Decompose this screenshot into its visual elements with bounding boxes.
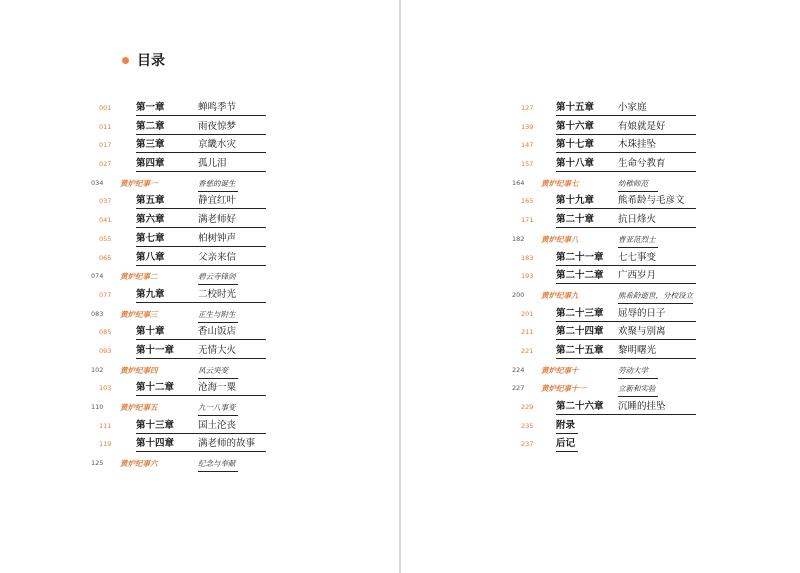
chapter-title: 孤儿泪 [198, 158, 227, 170]
toc-entry[interactable] [0, 250, 399, 269]
page-number: 119 [99, 440, 112, 449]
chronicle-title: 熊希龄逝世，分校设立 [618, 290, 693, 300]
page-number: 125 [91, 459, 104, 468]
toc-entry[interactable] [0, 380, 399, 399]
toc-list-left [0, 100, 399, 474]
toc-entry[interactable] [0, 156, 399, 175]
toc-chronicle-entry[interactable] [401, 287, 800, 306]
page-number: 211 [521, 328, 534, 337]
chapter-label: 第二十二章 [556, 270, 604, 282]
page-number: 139 [521, 122, 534, 131]
chapter-title: 广西岁月 [618, 270, 657, 282]
entry-underline [556, 152, 696, 153]
chapter-title: 沧海一粟 [198, 382, 237, 394]
entry-underline [198, 322, 238, 323]
toc-entry[interactable] [401, 268, 800, 287]
chapter-title: 七七事变 [618, 251, 657, 263]
entry-underline [556, 265, 696, 266]
chapter-label: 第十五章 [556, 102, 595, 113]
chapter-label: 第十六章 [556, 120, 595, 132]
chapter-title: 国土沦丧 [198, 419, 237, 431]
chapter-label: 第十一章 [136, 344, 175, 356]
right-page [401, 0, 800, 573]
page-number: 065 [99, 253, 112, 262]
entry-underline [556, 283, 696, 284]
chronicle-title: 正生与附生 [198, 309, 236, 319]
page-number: 011 [99, 122, 112, 131]
page-number: 034 [91, 178, 104, 187]
toc-list-right [401, 100, 800, 455]
toc-entry[interactable] [401, 436, 800, 455]
entry-underline [556, 358, 696, 359]
page-number: 171 [521, 216, 534, 225]
toc-chronicle-entry[interactable] [401, 231, 800, 250]
page-number: 041 [99, 216, 112, 225]
chapter-label: 第二十六章 [556, 401, 604, 412]
chapter-label: 第十章 [136, 326, 165, 338]
chapter-label: 第二十一章 [556, 251, 604, 263]
chronicle-label: 黄炉纪事三 [120, 309, 158, 319]
entry-underline [618, 247, 658, 248]
page-number: 077 [99, 290, 112, 299]
toc-heading [122, 50, 165, 70]
page-number: 085 [99, 328, 112, 337]
entry-underline [198, 471, 238, 472]
toc-entry[interactable] [0, 436, 399, 455]
chapter-title: 父亲来信 [198, 251, 237, 263]
toc-chronicle-entry[interactable] [0, 175, 399, 194]
toc-entry[interactable] [0, 193, 399, 212]
entry-underline [198, 191, 238, 192]
chronicle-label: 黄炉纪事九 [541, 290, 579, 300]
chronicle-label: 黄炉纪事一 [120, 178, 158, 188]
entry-underline [136, 171, 266, 172]
page-number: 157 [521, 160, 534, 169]
chronicle-title: 九一八事变 [198, 403, 236, 412]
page-number: 165 [521, 197, 534, 206]
entry-underline [618, 303, 693, 304]
chronicle-title: 香慈的诞生 [198, 178, 236, 188]
toc-entry[interactable] [0, 418, 399, 437]
chapter-label: 第五章 [136, 195, 165, 207]
entry-underline [198, 378, 238, 379]
toc-entry[interactable] [401, 100, 800, 119]
chapter-title: 小家庭 [618, 102, 647, 113]
chapter-label: 第十四章 [136, 438, 175, 450]
chapter-label: 第二十章 [556, 214, 595, 226]
page-number: 110 [91, 403, 104, 411]
chapter-label: 第三章 [136, 139, 165, 151]
chapter-title: 雨夜惊梦 [198, 120, 237, 132]
chapter-title: 有娘就是好 [618, 120, 666, 132]
chapter-label: 第二十三章 [556, 307, 604, 319]
page-number: 229 [521, 403, 534, 411]
chapter-title: 柏树钟声 [198, 232, 237, 244]
chronicle-label: 黄炉纪事二 [120, 272, 158, 282]
toc-chronicle-entry[interactable] [401, 362, 800, 381]
toc-chronicle-entry[interactable] [401, 380, 800, 399]
entry-underline [136, 208, 266, 209]
toc-entry[interactable] [401, 250, 800, 269]
entry-underline [136, 433, 266, 434]
chronicle-title: 纪念与奉献 [198, 459, 236, 469]
chapter-label: 第十三章 [136, 419, 175, 431]
toc-entry[interactable] [401, 137, 800, 156]
toc-chronicle-entry[interactable] [401, 175, 800, 194]
page-number: 237 [521, 440, 534, 449]
entry-underline [198, 284, 238, 285]
page-number: 103 [99, 384, 112, 393]
entry-underline [136, 227, 266, 228]
chapter-label: 第二十四章 [556, 326, 604, 338]
page-number: 183 [521, 253, 534, 262]
toc-entry[interactable] [0, 343, 399, 362]
chapter-label: 第十九章 [556, 195, 595, 207]
chapter-label: 第二十五章 [556, 344, 604, 356]
page-number: 074 [91, 272, 104, 281]
toc-entry[interactable] [401, 156, 800, 175]
toc-entry[interactable] [401, 418, 800, 437]
toc-entry[interactable] [0, 287, 399, 306]
page-number: 235 [521, 421, 534, 430]
page-number: 037 [99, 197, 112, 206]
page-number: 083 [91, 309, 104, 318]
chronicle-title: 风云突变 [198, 365, 228, 375]
entry-underline [556, 339, 696, 340]
chapter-label: 第八章 [136, 251, 165, 263]
entry-underline [136, 152, 266, 153]
chapter-label: 第七章 [136, 232, 165, 244]
chronicle-label: 黄炉纪事五 [120, 403, 158, 412]
chronicle-title: 碧云寺锋剑 [198, 272, 236, 282]
chapter-title: 欢聚与别离 [618, 326, 666, 338]
chronicle-title: 立新和实验 [618, 384, 656, 394]
page-number: 221 [521, 346, 534, 355]
chapter-title: 蝉鸣季节 [198, 102, 237, 113]
toc-chronicle-entry[interactable] [0, 306, 399, 325]
chapter-title: 木珠挂坠 [618, 139, 657, 151]
entry-underline [556, 414, 696, 415]
chapter-title: 抗日烽火 [618, 214, 657, 226]
page-number: 017 [99, 141, 112, 150]
chronicle-label: 黄炉纪事四 [120, 365, 158, 375]
toc-entry[interactable] [401, 119, 800, 138]
entry-underline [556, 208, 696, 209]
chapter-title: 屈辱的日子 [618, 307, 666, 319]
page-number: 182 [512, 234, 525, 243]
chapter-title: 熊希龄与毛彦文 [618, 195, 685, 207]
toc-entry[interactable] [401, 212, 800, 231]
entry-underline [618, 396, 658, 397]
toc-chronicle-entry[interactable] [0, 362, 399, 381]
entry-underline [618, 191, 658, 192]
entry-underline [136, 451, 266, 452]
page-number: 164 [512, 178, 525, 187]
page-number: 227 [512, 384, 525, 393]
page-number: 193 [521, 272, 534, 281]
chronicle-title: 幼稚师范 [618, 178, 648, 188]
toc-entry[interactable] [0, 212, 399, 231]
left-page [0, 0, 399, 573]
toc-entry[interactable] [0, 324, 399, 343]
entry-underline [136, 302, 266, 303]
page-number: 127 [521, 104, 534, 112]
toc-chronicle-entry[interactable] [0, 268, 399, 287]
toc-chronicle-entry[interactable] [0, 399, 399, 418]
chapter-label: 后记 [556, 438, 576, 450]
entry-underline [556, 321, 696, 322]
chapter-title: 京畿水灾 [198, 139, 237, 151]
page-number: 027 [99, 160, 112, 169]
page-title: 目录 [137, 53, 165, 69]
entry-underline [136, 134, 266, 135]
page-number: 111 [99, 421, 112, 430]
chapter-label: 第二章 [136, 120, 165, 132]
chapter-label: 第九章 [136, 288, 165, 300]
entry-underline [136, 115, 266, 116]
chronicle-label: 黄炉纪事六 [120, 459, 158, 469]
chronicle-title: 劳动大学 [618, 365, 648, 375]
toc-chronicle-entry[interactable] [0, 455, 399, 474]
chapter-title: 满老师好 [198, 214, 237, 226]
entry-underline [136, 246, 266, 247]
chapter-title: 满老师的故事 [198, 438, 256, 450]
entry-underline [556, 134, 696, 135]
entry-underline [136, 358, 266, 359]
chapter-label: 第十八章 [556, 158, 595, 170]
entry-underline [556, 451, 578, 452]
toc-entry[interactable] [401, 343, 800, 362]
toc-entry[interactable] [401, 193, 800, 212]
chapter-title: 沉睡的挂坠 [618, 401, 666, 412]
chapter-title: 生命兮教育 [618, 158, 666, 170]
toc-entry[interactable] [401, 324, 800, 343]
chapter-label: 第一章 [136, 102, 165, 113]
toc-entry[interactable] [401, 399, 800, 418]
toc-entry[interactable] [0, 231, 399, 250]
chapter-label: 第四章 [136, 158, 165, 170]
chronicle-title: 曹亚范烈士 [618, 234, 656, 244]
page-number: 147 [521, 141, 534, 150]
entry-underline [556, 171, 696, 172]
chapter-label: 第六章 [136, 214, 165, 226]
entry-underline [556, 115, 696, 116]
entry-underline [198, 415, 238, 416]
page-number: 055 [99, 234, 112, 243]
page-number: 001 [99, 104, 112, 112]
chapter-label: 第十七章 [556, 139, 595, 151]
toc-entry[interactable] [401, 306, 800, 325]
bullet-dot-icon [122, 57, 129, 64]
entry-underline [618, 378, 658, 379]
chronicle-label: 黄炉纪事十一 [541, 384, 586, 394]
toc-entry[interactable] [0, 100, 399, 119]
chapter-title: 黎明曙光 [618, 344, 657, 356]
page-number: 224 [512, 365, 525, 374]
chronicle-label: 黄炉纪事八 [541, 234, 579, 244]
page-number: 102 [91, 365, 104, 374]
chapter-label: 附录 [556, 419, 576, 431]
chapter-title: 静宜红叶 [198, 195, 237, 207]
toc-entry[interactable] [0, 119, 399, 138]
chronicle-label: 黄炉纪事七 [541, 178, 579, 188]
entry-underline [136, 395, 266, 396]
chapter-label: 第十二章 [136, 382, 175, 394]
entry-underline [136, 339, 266, 340]
page-number: 201 [521, 309, 534, 318]
entry-underline [556, 433, 578, 434]
chapter-title: 无情大火 [198, 344, 237, 356]
chapter-title: 二校时光 [198, 288, 237, 300]
toc-entry[interactable] [0, 137, 399, 156]
page-number: 200 [512, 290, 525, 299]
chapter-title: 香山饭店 [198, 326, 237, 338]
chronicle-label: 黄炉纪事十 [541, 365, 579, 375]
entry-underline [136, 265, 266, 266]
page-number: 093 [99, 346, 112, 355]
entry-underline [556, 227, 696, 228]
